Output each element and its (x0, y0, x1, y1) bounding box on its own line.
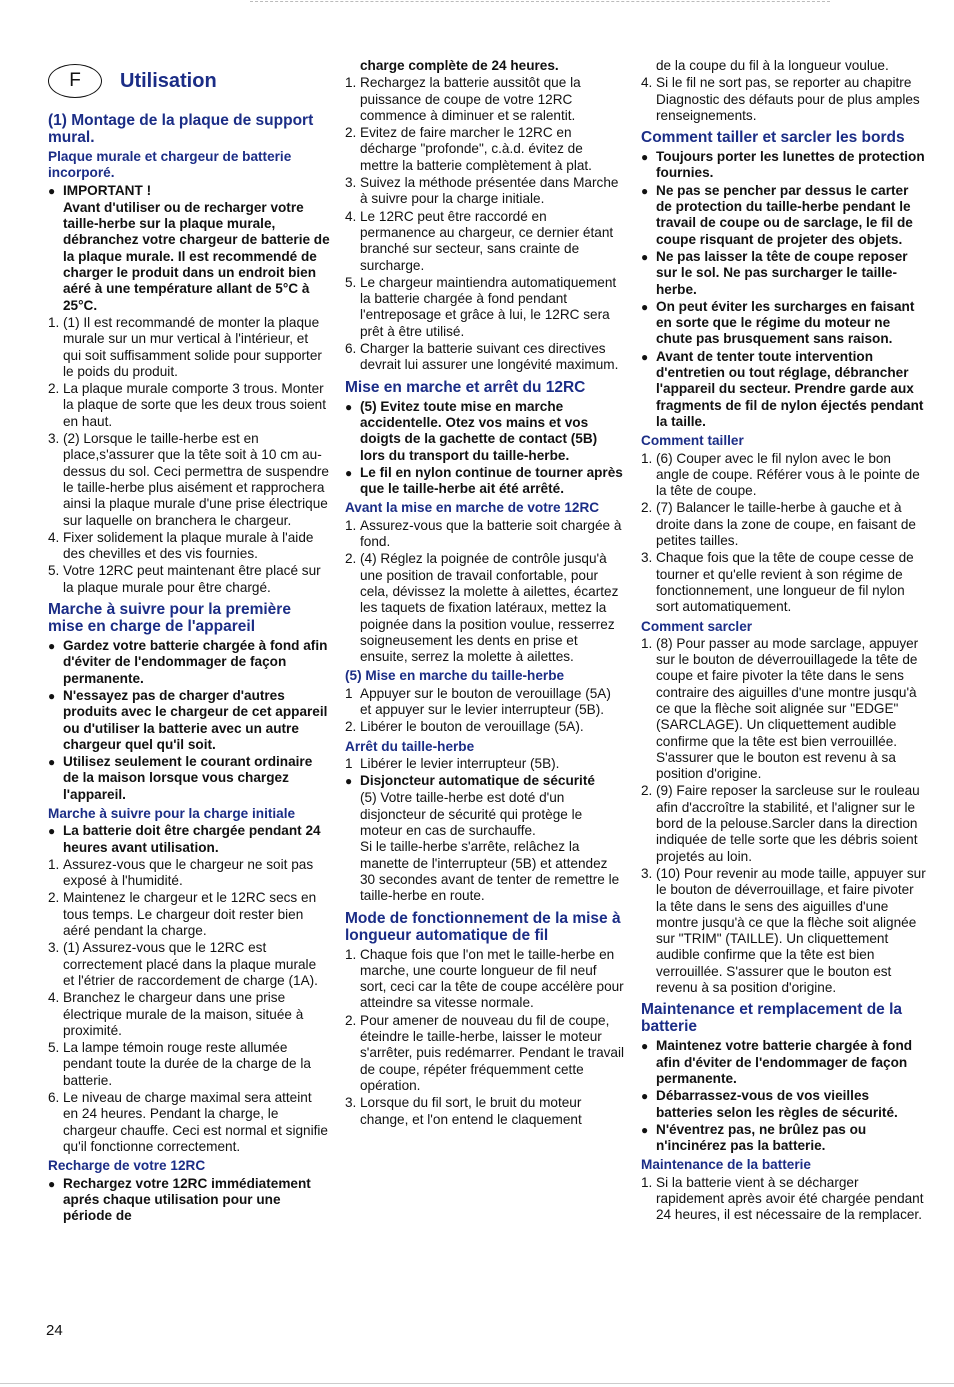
subheading: Plaque murale et chargeur de batterie incorporé. (48, 149, 292, 181)
item-number: 2. (345, 125, 357, 141)
numbered-item (345, 209, 625, 274)
item-text: (10) Pour revenir au mode taille, appuyer sur le bouton de déverrouillage, et faire pivoter la tête dans le sens des aiguilles d'une montre jusqu'à ce que la flèche soit alignée sur "TRIM" (TAILLE). Un cliquettement audible confirme que la tête est bien verrouillée. S'assurer que le bouton est revenu à sa position d'origine. (656, 865, 926, 996)
column-1 (48, 64, 330, 1225)
item-text: Charger la batterie suivant ces directives devrait lui assurer une longévité maximum. (360, 341, 619, 373)
item-number: 1 (345, 755, 353, 771)
column-2 (345, 58, 625, 1129)
numbered-item (345, 341, 625, 374)
numbered-item (345, 1013, 625, 1094)
numbered-item (48, 990, 330, 1039)
numbered-item (48, 530, 330, 563)
item-number: 1. (345, 517, 357, 533)
item-number: 3. (345, 175, 357, 191)
bullet-item: ● Utilisez seulement le courant ordinaire de la maison lorsque vous chargez l'appareil. (48, 754, 330, 803)
numbered-item (345, 75, 625, 124)
item-text: Si le fil ne sort pas, se reporter au chapitre Diagnostic des défauts pour de plus amples renseignements. (656, 75, 920, 123)
item-text: (4) Réglez la poignée de contrôle jusqu'à une position de travail confortable, pour cela, dévissez la molette à ailettes, écartez les taquets de fixation latéraux, mettez la poignée dans la position voulue, resserrez soigneusement les dents en prise et ensuite, serrez la molette à ailettes. (360, 551, 619, 665)
item-text: La plaque murale comporte 3 trous. Monter la plaque de sorte que les deux trous soient en haut. (63, 381, 326, 429)
item-number: 4. (48, 990, 60, 1006)
bullet-item: ● N'essayez pas de charger d'autres produits avec le chargeur de cet appareil ou d'utiliser la batterie avec un autre chargeur quel qu'il soit. (48, 688, 330, 753)
item-number: 1 (345, 685, 353, 701)
bullet-item: ● IMPORTANT ! (48, 183, 330, 199)
bullet-item: ● Rechargez votre 12RC immédiatement aprés chaque utilisation pour une période de (48, 1176, 330, 1225)
item-text: (9) Faire reposer la sarcleuse sur le rouleau afin d'accroître la stabilité, et l'aligner sur le bord de la pelouse.Sarcler dans la direction indiquée de telle sorte que les débris soient projetés au loin. (656, 783, 920, 864)
top-rule (250, 1, 830, 2)
item-text: Le 12RC peut être raccordé en permanence au chargeur, ce dernier étant branché sur secteur, sans crainte de surcharge. (360, 208, 614, 273)
numbered-item (345, 947, 625, 1012)
paragraph: (5) Votre taille-herbe est doté d'un disjoncteur de sécurité qui protège le moteur en cas de surchauffe. (360, 790, 583, 839)
bullet-item: ● Ne pas laisser la tête de coupe reposer sur le sol. Ne pas surcharger le taille-herbe. (641, 249, 926, 298)
numbered-item (345, 1095, 625, 1128)
item-text: Lorsque du fil sort, le bruit du moteur change, et l'on entend le claquement (360, 1095, 582, 1127)
item-number: 2. (345, 1012, 357, 1028)
item-number: 6. (345, 341, 357, 357)
numbered-item (345, 551, 625, 665)
bullet-item: ● Gardez votre batterie chargée à fond afin d'éviter de l'endommager de façon permanente. (48, 638, 330, 687)
item-text: (1) Il est recommandé de monter la plaque murale sur un mur vertical à l'intérieur, et qui soit suffisamment solide pour supporter le poids du produit. (63, 314, 322, 379)
paragraph: de la coupe du fil à la longueur voulue. (656, 58, 889, 73)
subheading: Avant la mise en marche de votre 12RC (345, 500, 600, 516)
numbered-item (48, 1090, 330, 1155)
numbered-item (48, 940, 330, 989)
item-number: 1. (641, 635, 653, 651)
item-text: Rechargez la batterie aussitôt que la puissance de coupe de votre 12RC commence à diminuer et se ralentit. (360, 75, 581, 123)
item-number: 1. (641, 1174, 653, 1190)
item-number: 1. (345, 946, 357, 962)
column-1-body (48, 112, 330, 1224)
page-title: Utilisation (120, 69, 217, 92)
item-text: (6) Couper avec le fil nylon avec le bon angle de coupe. Référer vous à le pointe de la tête de coupe. (656, 450, 920, 499)
bullet-item: ● Toujours porter les lunettes de protection fournies. (641, 149, 926, 182)
item-number: 5. (48, 563, 60, 579)
item-text: (8) Pour passer au mode sarclage, appuyer sur le bouton de déverrouillagede la tête de coupe et faire pivoter la tête dans le sens contraire des aiguilles d'une montre jusqu'à ce que la flèche soit alignée sur "EDGE" (SARCLAGE). Un cliquettement audible confirme que la tête est bien verrouillée. S'assurer que le bouton est revenu à sa position d'origine. (656, 635, 919, 782)
item-text: Le niveau de charge maximal sera atteint en 24 heures. Pendant la charge, le chargeur chauffe. Ceci est normal et signifie qu'il fonctionne correctement. (63, 1090, 328, 1154)
item-text: Chaque fois que l'on met le taille-herbe en marche, une courte longueur de fil neuf sort, ceci car la tête de coupe accélère pour atteindre sa vitesse normale. (360, 946, 624, 1011)
item-text: Evitez de faire marcher le 12RC en décharge "profonde", c.à.d. évitez de mettre la batterie complètement à plat. (360, 125, 592, 173)
item-number: 1. (48, 856, 60, 872)
item-text: Appuyer sur le bouton de verouillage (5A) et appuyer sur le levier interrupteur (5B). (360, 685, 611, 717)
numbered-item (48, 1040, 330, 1089)
item-number: 3. (641, 865, 653, 881)
item-text: Le chargeur maintiendra automatiquement la batterie chargée à fond pendant l'entreposage et grâce à lui, le 12RC sera prêt à être utilisé. (360, 274, 617, 339)
bold-paragraph: Avant d'utiliser ou de recharger votre taille-herbe sur la plaque murale, débranchez votre chargeur de batterie de la plaque murale. Il est recommendé de charger le produit dans un endroit bien aéré à une température allant de 5°C à 25°C. (63, 199, 330, 313)
numbered-item (345, 719, 625, 735)
item-number: 1. (345, 75, 357, 91)
item-number: 3. (345, 1095, 357, 1111)
subheading: Comment tailler (641, 433, 744, 449)
item-number: 3. (48, 431, 60, 447)
item-text: Maintenez le chargeur et le 12RC secs en tous temps. Le chargeur doit rester bien aéré pendant la charge. (63, 890, 317, 939)
section-heading: Maintenance et remplacement de la batterie (641, 1001, 903, 1036)
numbered-item (641, 75, 926, 124)
item-number: 4. (641, 75, 653, 91)
numbered-item (345, 175, 625, 208)
numbered-item (48, 431, 330, 529)
subheading: Comment sarcler (641, 618, 753, 634)
item-text: Libérer le levier interrupteur (5B). (360, 755, 560, 771)
item-number: 1. (48, 314, 60, 330)
subheading: Recharge de votre 12RC (48, 1158, 206, 1174)
section-heading: Comment tailler et sarcler les bords (641, 129, 905, 147)
item-text: Chaque fois que la tête de coupe cesse de tourner et qu'elle revient à son régime de fonctionnement, une longueur de fil nylon sort automatiquement. (656, 550, 914, 615)
section-heading: Mode de fonctionnement de la mise à longueur automatique de fil (345, 909, 621, 944)
numbered-item (48, 315, 330, 380)
item-text: Assurez-vous que la batterie soit chargée à fond. (360, 517, 622, 550)
item-number: 6. (48, 1090, 60, 1106)
page-number: 24 (46, 1322, 63, 1339)
item-number: 2. (48, 381, 60, 397)
item-text: (7) Balancer le taille-herbe à gauche et à droite dans la zone de coupe, en faisant de petites tailles. (656, 500, 916, 549)
numbered-item (345, 756, 625, 772)
subheading: Maintenance de la batterie (641, 1157, 811, 1173)
numbered-item (48, 563, 330, 596)
item-text: Libérer le bouton de verouillage (5A). (360, 719, 584, 735)
numbered-item (345, 518, 625, 551)
bullet-item: ● Avant de tenter toute intervention d'entretien ou tout réglage, débrancher l'appareil du secteur. Prendre garde aux fragments de fil de nylon éjectés pendant la taille. (641, 349, 926, 430)
bullet-item: ● N'éventrez pas, ne brûlez pas ou n'incinérez pas la batterie. (641, 1122, 926, 1155)
item-text: La lampe témoin rouge reste allumée pendant toute la durée de la charge de la batterie. (63, 1040, 311, 1088)
item-text: Votre 12RC peut maintenant être placé sur la plaque murale pour être chargé. (63, 563, 321, 595)
column-2-body (345, 58, 625, 1128)
numbered-item (48, 890, 330, 939)
item-text: Suivez la méthode présentée dans Marche à suivre pour la charge initiale. (360, 175, 619, 207)
item-text: (1) Assurez-vous que le 12RC est correctement placé dans la plaque murale et l'étrier de raccordement de charge (1A). (63, 940, 318, 988)
item-number: 2. (345, 551, 357, 567)
bottom-rule (0, 1383, 954, 1384)
bullet-item: ● Ne pas se pencher par dessus le carter de protection du taille-herbe pendant le travail de coupe ou de sarclage, le fil de coupe risquant de projeter des objets. (641, 183, 926, 248)
item-number: 3. (641, 550, 653, 566)
item-number: 1. (641, 450, 653, 466)
numbered-item (641, 1175, 926, 1224)
numbered-item (641, 500, 926, 549)
bullet-item: ● Le fil en nylon continue de tourner après que le taille-herbe ait été arrêté. (345, 465, 625, 498)
column-3 (641, 58, 926, 1225)
bold-paragraph: charge complète de 24 heures. (360, 58, 559, 73)
section-heading: Mise en marche et arrêt du 12RC (345, 378, 586, 396)
bullet-item: ● Débarrassez-vous de vos vieilles batteries selon les règles de sécurité. (641, 1088, 926, 1121)
numbered-item (48, 857, 330, 890)
numbered-item (641, 636, 926, 783)
paragraph: Si le taille-herbe s'arrête, relâchez la manette de l'interrupteur (5B) et attendez 30 secondes avant de tenter de remettre le taille-herbe en route. (360, 839, 620, 904)
numbered-item (345, 686, 625, 719)
item-text: (2) Lorsque le taille-herbe est en place,s'assurer que la tête soit à 10 cm au-dessus du sol. Ceci permettra de suspendre le taille-herbe plus aisément et rapprochera ainsi la plaque murale d'une prise électrique sur laquelle on branchera le chargeur. (63, 431, 329, 528)
bullet-item: ● (5) Evitez toute mise en marche accidentelle. Otez vos mains et vos doigts de la gachette de contact (5B) lors du transport du taille-herbe. (345, 399, 625, 464)
numbered-item (345, 275, 625, 340)
item-number: 4. (345, 208, 357, 224)
section-heading: Marche à suivre pour la première mise en charge de l'appareil (48, 601, 291, 636)
numbered-item (641, 783, 926, 864)
item-text: Assurez-vous que le chargeur ne soit pas exposé à l'humidité. (63, 856, 314, 889)
bullet-item: ● On peut éviter les surcharges en faisant en sorte que le régime du moteur ne chute pas brusquement sans raison. (641, 299, 926, 348)
item-text: Branchez le chargeur dans une prise électrique murale de la maison, située à proximité. (63, 990, 304, 1038)
subheading: Arrêt du taille-herbe (345, 738, 475, 754)
item-number: 2. (345, 719, 357, 735)
item-number: 2. (48, 890, 60, 906)
item-number: 5. (48, 1040, 60, 1056)
numbered-item (641, 866, 926, 996)
bullet-item: ● La batterie doit être chargée pendant 24 heures avant utilisation. (48, 823, 330, 856)
numbered-item (641, 451, 926, 500)
item-text: Fixer solidement la plaque murale à l'aide des chevilles et des vis fournies. (63, 529, 314, 562)
item-number: 4. (48, 529, 60, 545)
subheading: (5) Mise en marche du taille-herbe (345, 668, 565, 684)
numbered-item (641, 550, 926, 615)
bullet-item: ● Maintenez votre batterie chargée à fond afin d'éviter de l'endommager de façon permanente. (641, 1038, 926, 1087)
numbered-item (345, 125, 625, 174)
section-header (48, 64, 330, 98)
item-text: Si la batterie vient à se décharger rapidement après avoir été chargée pendant 24 heures, il est nécessaire de la remplacer. (656, 1174, 924, 1223)
bullet-item: ● Disjoncteur automatique de sécurité (345, 773, 625, 789)
item-number: 5. (345, 274, 357, 290)
column-3-body (641, 58, 926, 1224)
subheading: Marche à suivre pour la charge initiale (48, 805, 296, 821)
item-text: Pour amener de nouveau du fil de coupe, éteindre le taille-herbe, laisser le moteur s'arrêter, puis redémarrer. Pendant le travail de coupe, répéter fréquemment cette opération. (360, 1012, 625, 1093)
section-heading: (1) Montage de la plaque de support mural. (48, 112, 314, 146)
item-number: 2. (641, 783, 653, 799)
item-number: 2. (641, 500, 653, 516)
item-number: 3. (48, 940, 60, 956)
language-badge: F (48, 64, 102, 98)
numbered-item (48, 381, 330, 430)
